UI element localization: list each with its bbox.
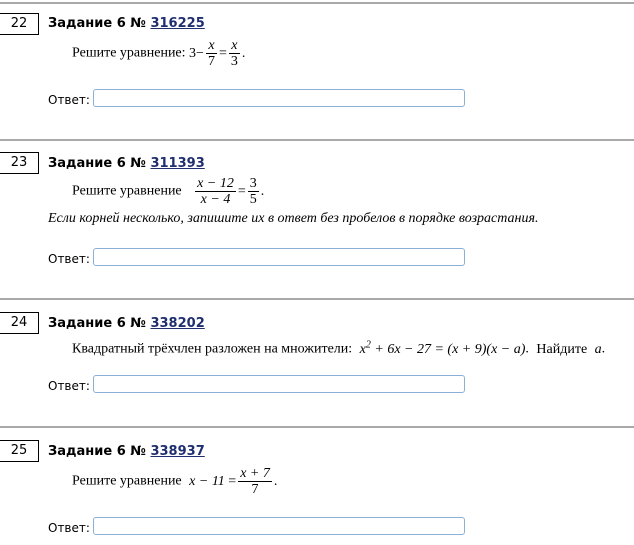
answer-label: Ответ: (48, 379, 90, 393)
answer-input[interactable] (93, 517, 465, 535)
task-number: 24 (0, 312, 39, 334)
task-id-link[interactable]: 316225 (150, 16, 205, 31)
task-number: 23 (0, 152, 39, 174)
task-number: 25 (0, 440, 39, 462)
answer-label: Ответ: (48, 93, 90, 107)
task-number: 22 (0, 13, 39, 35)
task-title: Задание 6 № 311393 (48, 156, 205, 171)
answer-input[interactable] (93, 89, 465, 107)
task-title: Задание 6 № 338937 (48, 444, 205, 459)
task-separator (0, 139, 634, 141)
task-id-link[interactable]: 311393 (150, 156, 205, 171)
task-note: Если корней несколько, запишите их в ответ без пробелов в порядке возрастания. (48, 211, 539, 226)
task-statement: Квадратный трёхчлен разложен на множители: $x^2 + 6x - 27 = (x + 9)(x - a)$. Найдите a. (72, 339, 606, 357)
task-statement: Решите уравнение $\frac{x - 12}{x - 4}$ = $\frac{3}{5}$ . (72, 176, 265, 207)
answer-input[interactable] (93, 248, 465, 266)
task-separator (0, 2, 634, 4)
task-id-link[interactable]: 338202 (150, 316, 205, 331)
task-id-link[interactable]: 338937 (150, 444, 205, 459)
task-title: Задание 6 № 338202 (48, 316, 205, 331)
task-separator (0, 298, 634, 300)
task-separator (0, 426, 634, 428)
answer-label: Ответ: (48, 252, 90, 266)
answer-input[interactable] (93, 375, 465, 393)
task-title: Задание 6 № 316225 (48, 16, 205, 31)
answer-label: Ответ: (48, 521, 90, 535)
task-statement: Решите уравнение: 3− $\frac{x}{7}$ = $\frac{x}{3}$ . (72, 38, 246, 69)
task-statement: Решите уравнение x − 11 = $\frac{x + 7}{7}$ . (72, 466, 278, 497)
